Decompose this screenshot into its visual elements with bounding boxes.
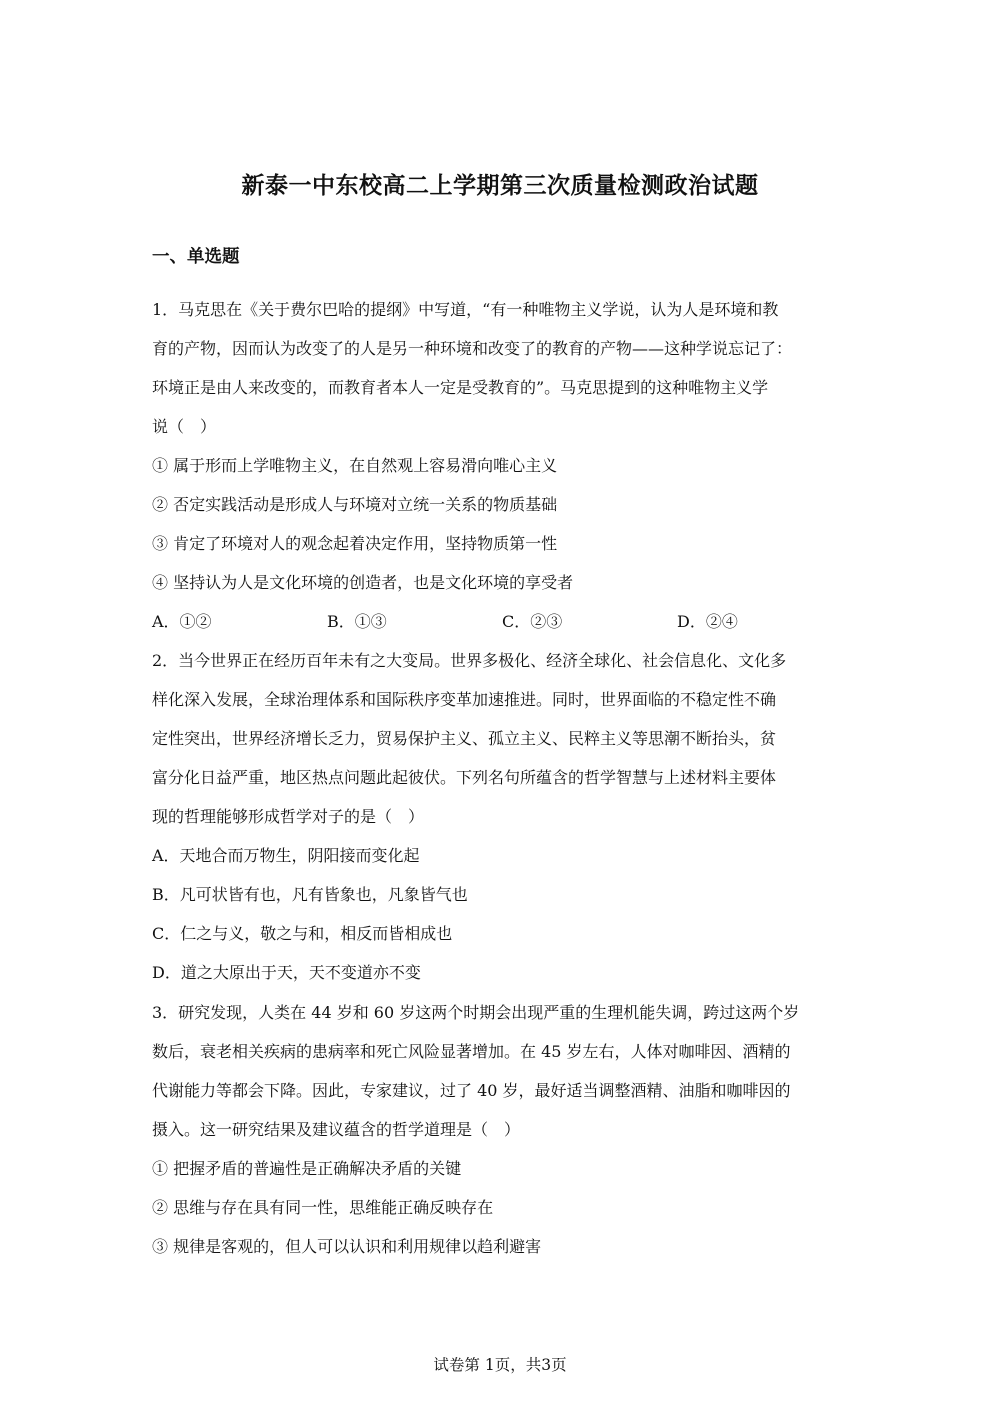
question-2 — [152, 641, 852, 992]
question-1-stem-line: 育的产物，因而认为改变了的人是另一种环境和改变了的教育的产物——这种学说忘记了： — [152, 339, 793, 358]
choice-a: A．①② — [152, 612, 212, 631]
question-1-stem-line: 环境正是由人来改变的，而教育者本人一定是受教育的”。马克思提到的这种唯物主义学 — [152, 378, 769, 397]
choice-b: B．①③ — [327, 612, 387, 631]
question-1 — [152, 290, 852, 641]
question-3-stem-line: 3．研究发现，人类在 44 岁和 60 岁这两个时期会出现严重的生理机能失调，跨过这两个岁 — [152, 1003, 800, 1022]
page-title: 新泰一中东校高二上学期第三次质量检测政治试题 — [241, 173, 759, 199]
question-3-statement-2: ② 思维与存在具有同一性，思维能正确反映存在 — [152, 1198, 494, 1217]
question-3 — [152, 993, 852, 1266]
section-heading: 一、单选题 — [152, 247, 240, 267]
question-1-statement-1: ① 属于形而上学唯物主义，在自然观上容易滑向唯心主义 — [152, 456, 558, 475]
question-1-stem-line: 说（ ） — [152, 417, 217, 436]
question-2-stem-line: 样化深入发展，全球治理体系和国际秩序变革加速推进。同时，世界面临的不稳定性不确 — [152, 690, 777, 709]
question-1-choices — [152, 602, 852, 641]
question-2-stem-line: 富分化日益严重，地区热点问题此起彼伏。下列名句所蕴含的哲学智慧与上述材料主要体 — [152, 768, 777, 787]
question-3-stem-line: 数后，衰老相关疾病的患病率和死亡风险显著增加。在 45 岁左右，人体对咖啡因、酒精的 — [152, 1042, 791, 1061]
choice-b: B．凡可状皆有也，凡有皆象也，凡象皆气也 — [152, 885, 468, 904]
question-3-stem-line: 摄入。这一研究结果及建议蕴含的哲学道理是（ ） — [152, 1120, 521, 1139]
choice-c: C．②③ — [502, 612, 563, 631]
question-1-statement-3: ③ 肯定了环境对人的观念起着决定作用，坚持物质第一性 — [152, 534, 558, 553]
choice-c: C．仁之与义，敬之与和，相反而皆相成也 — [152, 924, 453, 943]
question-2-stem-line: 2．当今世界正在经历百年未有之大变局。世界多极化、经济全球化、社会信息化、文化多 — [152, 651, 787, 670]
question-3-statement-3: ③ 规律是客观的，但人可以认识和利用规律以趋利避害 — [152, 1237, 542, 1256]
question-2-stem-line: 定性突出，世界经济增长乏力，贸易保护主义、孤立主义、民粹主义等思潮不断抬头，贫 — [152, 729, 777, 748]
question-2-stem-line: 现的哲理能够形成哲学对子的是（ ） — [152, 807, 425, 826]
question-1-statement-4: ④ 坚持认为人是文化环境的创造者，也是文化环境的享受者 — [152, 573, 574, 592]
choice-a: A．天地合而万物生，阴阳接而变化起 — [152, 846, 420, 865]
page-footer: 试卷第 1页，共3页 — [433, 1356, 567, 1374]
question-3-stem-line: 代谢能力等都会下降。因此，专家建议，过了 40 岁，最好适当调整酒精、油脂和咖啡因的 — [152, 1081, 791, 1100]
choice-d: D．②④ — [677, 612, 738, 631]
question-3-statement-1: ① 把握矛盾的普遍性是正确解决矛盾的关键 — [152, 1159, 462, 1178]
choice-d: D．道之大原出于天，天不变道亦不变 — [152, 963, 421, 982]
question-1-statement-2: ② 否定实践活动是形成人与环境对立统一关系的物质基础 — [152, 495, 558, 514]
question-1-stem-line: 1．马克思在《关于费尔巴哈的提纲》中写道，“有一种唯物主义学说，认为人是环境和教 — [152, 300, 779, 319]
